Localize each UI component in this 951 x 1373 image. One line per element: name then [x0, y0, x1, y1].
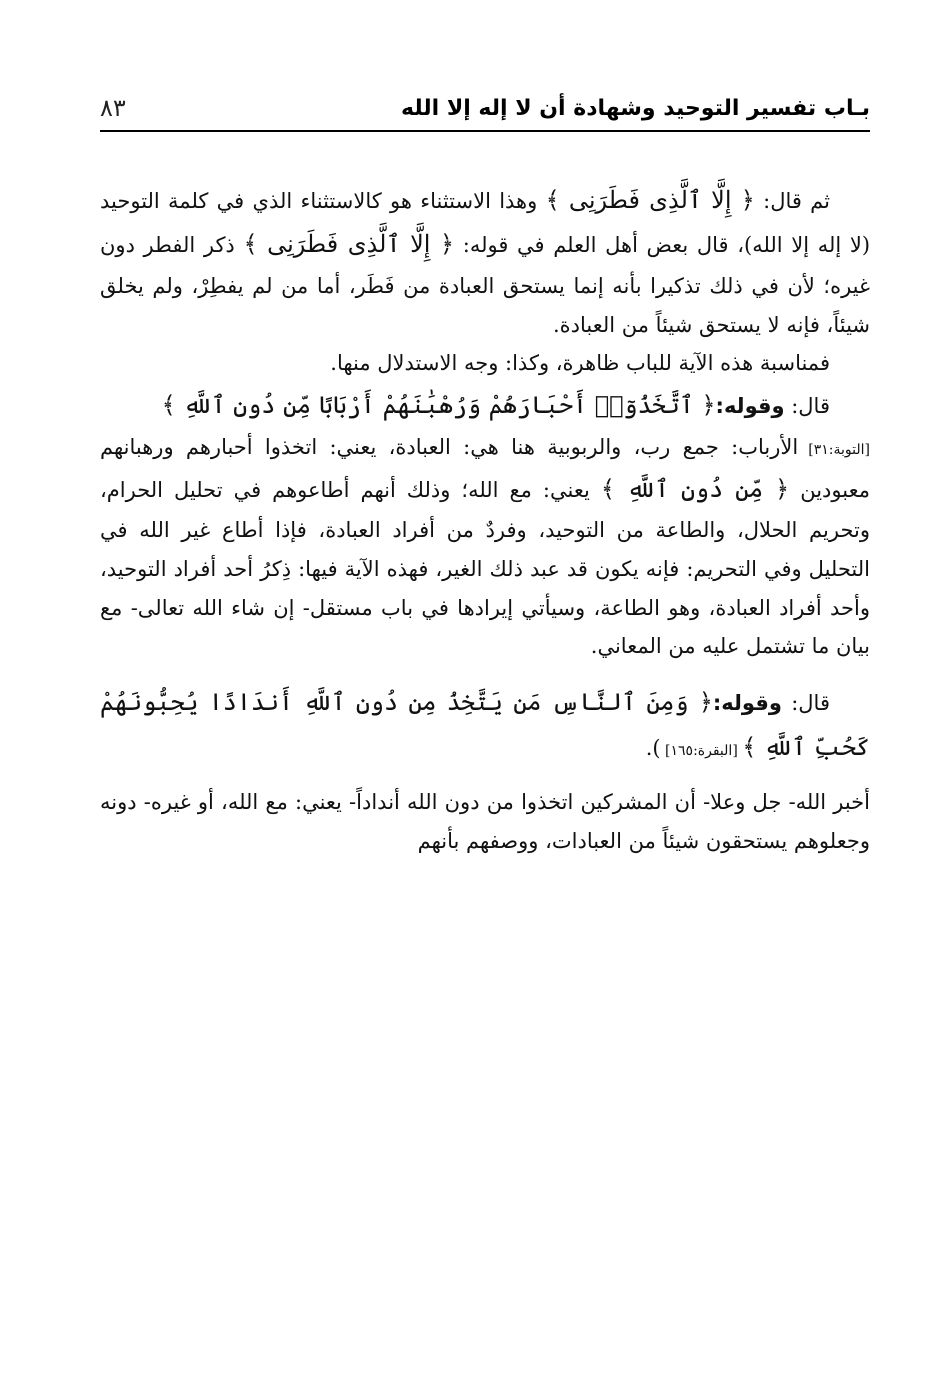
bold-label: وقوله: [712, 691, 782, 716]
quran-quote: ﴿ إِلَّا ٱلَّذِى فَطَرَنِى ﴾ [243, 230, 455, 259]
paragraph-gap [100, 666, 870, 680]
text-run: وهذا الاستثناء هو كالاستثناء الذي في كلمة التوحيد (لا إله إلا الله)، قال بعض أهل العلم في قوله: [100, 189, 871, 258]
header-rule [100, 130, 870, 132]
paragraph-1 [100, 178, 870, 344]
quran-quote: ﴿ وَمِنَ ٱلنَّاسِ مَن يَتَّخِذُ مِن دُونِ ٱللَّهِ أَندَادًا يُحِبُّونَهُمْ كَحُبِّ ٱللَّهِ ﴾ [100, 688, 870, 761]
text-run: قال: [784, 394, 830, 419]
quran-quote: ﴿ ٱتَّخَذُوٓا۟ أَحْبَارَهُمْ وَرُهْبَٰنَهُمْ أَرْبَابًا مِّن دُونِ ٱللَّهِ ﴾ [161, 391, 716, 420]
page-number: ٨٣ [100, 94, 126, 122]
paragraph-2: فمناسبة هذه الآية للباب ظاهرة، وكذا: وجه الاستدلال منها. [330, 351, 830, 376]
text-run: ذكر الفطر دون غيره؛ لأن في ذلك تذكيرا بأنه إنما يستحق العبادة من فَطَر، أما من لم يفطِرْ، ولم يخلق شيئاً، فإنه لا يستحق شيئاً من العبادة. [100, 233, 870, 337]
main-text [100, 178, 870, 861]
text-run: الأرباب: جمع رب، والربوبية هنا هي: العبادة، يعني: اتخذوا أحبارهم ورهبانهم معبودين [100, 434, 870, 502]
verse-reference: [التوبة:٣١] [798, 441, 870, 458]
paragraph-3 [100, 383, 870, 666]
quran-quote: ﴿ إِلَّا ٱلَّذِى فَطَرَنِى ﴾ [545, 186, 755, 214]
bold-label: وقوله: [715, 394, 785, 419]
text-run: يعني: مع الله؛ وذلك أنهم أطاعوهم في تحليل الحرام، وتحريم الحلال، والطاعة من التوحيد، وفردٌ من أفراد العبادة، فإذا أطاع غير الله في التحليل وفي التحريم: فإنه يكون قد عبد ذلك الغير، فهذه الآية فيها: ذِكرُ أحد أفراد التوحيد، وأحد أفراد العبادة، وهو الطاعة، وسيأتي إيرادها في باب مستقل- إن شاء الله تعالى- مع بيان ما تشتمل عليه من المعاني. [100, 477, 870, 659]
paragraph-5: أخبر الله- جل وعلا- أن المشركين اتخذوا من دون الله أنداداً- يعني: مع الله، أو غيره- دونه وجعلوهم يستحقون شيئاً من العبادات، ووصفهم بأنهم [100, 790, 870, 853]
text-run: قال: [781, 691, 830, 716]
page-header [100, 92, 870, 128]
verse-reference: [البقرة:١٦٥] [660, 742, 743, 759]
paragraph-gap [100, 769, 870, 783]
text-run: ثم قال: [754, 189, 831, 213]
running-title: بـاب تفسير التوحيد وشهادة أن لا إله إلا الله [401, 96, 870, 121]
quran-quote: ﴿ مِّن دُونِ ٱللَّهِ ﴾ [600, 474, 790, 503]
text-run: ). [645, 735, 661, 760]
paragraph-4 [100, 680, 870, 769]
